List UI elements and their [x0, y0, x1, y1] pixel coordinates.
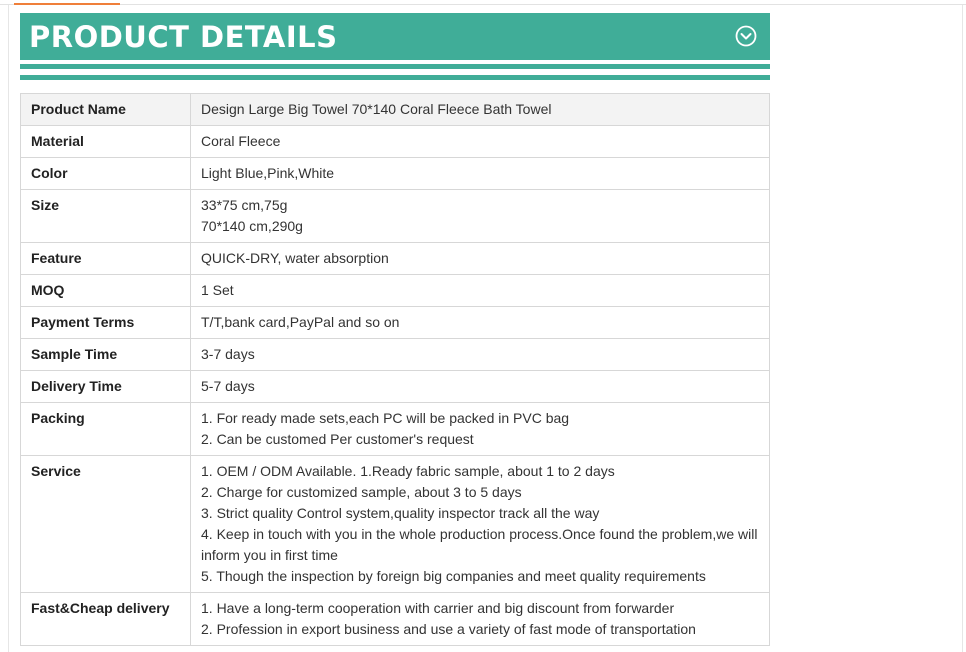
- table-row: [21, 403, 770, 456]
- detail-value-line: 5-7 days: [201, 378, 255, 394]
- detail-label: Payment Terms: [21, 307, 191, 339]
- detail-value: [191, 126, 770, 158]
- detail-value-line: 2. Profession in export business and use a variety of fast mode of transportation: [201, 621, 696, 637]
- detail-value: [191, 339, 770, 371]
- detail-value-line: 2. Can be customed Per customer's request: [201, 431, 474, 447]
- table-row: [21, 243, 770, 275]
- detail-label: Feature: [21, 243, 191, 275]
- detail-value: [191, 593, 770, 646]
- detail-value: [191, 456, 770, 593]
- detail-label: MOQ: [21, 275, 191, 307]
- detail-value-line: 33*75 cm,75g: [201, 197, 288, 213]
- right-border: [962, 5, 963, 652]
- detail-value-line: 3. Strict quality Control system,quality inspector track all the way: [201, 505, 600, 521]
- active-tab-indicator: [14, 3, 120, 5]
- header-stripe: [20, 64, 770, 69]
- section-title: PRODUCT DETAILS: [29, 20, 338, 54]
- detail-label: Color: [21, 158, 191, 190]
- detail-value: [191, 190, 770, 243]
- table-row: [21, 339, 770, 371]
- detail-value: [191, 158, 770, 190]
- detail-label: Fast&Cheap delivery: [21, 593, 191, 646]
- product-details-header: [20, 13, 770, 60]
- detail-value-line: 3-7 days: [201, 346, 255, 362]
- detail-value: [191, 275, 770, 307]
- detail-value-line: Coral Fleece: [201, 133, 281, 149]
- detail-label: Packing: [21, 403, 191, 456]
- table-row: [21, 275, 770, 307]
- left-border: [8, 5, 9, 652]
- top-divider: [0, 4, 966, 5]
- detail-value: [191, 371, 770, 403]
- detail-value-line: 5. Though the inspection by foreign big companies and meet quality requirements: [201, 568, 706, 584]
- table-row: [21, 94, 770, 126]
- detail-label: Service: [21, 456, 191, 593]
- detail-value-line: 4. Keep in touch with you in the whole production process.Once found the problem,we will inform you in first time: [201, 526, 758, 563]
- detail-value-line: 2. Charge for customized sample, about 3 to 5 days: [201, 484, 522, 500]
- detail-value-line: 1. Have a long-term cooperation with carrier and big discount from forwarder: [201, 600, 675, 616]
- table-row: [21, 593, 770, 646]
- detail-value-line: QUICK-DRY, water absorption: [201, 250, 389, 266]
- table-row: [21, 190, 770, 243]
- detail-label: Sample Time: [21, 339, 191, 371]
- detail-value-line: 1. OEM / ODM Available. 1.Ready fabric sample, about 1 to 2 days: [201, 463, 615, 479]
- detail-value: [191, 403, 770, 456]
- table-row: [21, 307, 770, 339]
- detail-value-line: 70*140 cm,290g: [201, 218, 303, 234]
- detail-label: Delivery Time: [21, 371, 191, 403]
- table-row: [21, 126, 770, 158]
- detail-value-line: 1 Set: [201, 282, 234, 298]
- chevron-down-circle-icon[interactable]: [735, 25, 757, 47]
- detail-value: [191, 243, 770, 275]
- detail-value-line: Light Blue,Pink,White: [201, 165, 335, 181]
- table-row: [21, 158, 770, 190]
- detail-label: Size: [21, 190, 191, 243]
- product-details-table: [20, 93, 770, 646]
- detail-value-line: Design Large Big Towel 70*140 Coral Fleece Bath Towel: [201, 101, 552, 117]
- detail-label: Product Name: [21, 94, 191, 126]
- detail-label: Material: [21, 126, 191, 158]
- table-row: [21, 371, 770, 403]
- header-stripe: [20, 75, 770, 80]
- detail-value-line: 1. For ready made sets,each PC will be packed in PVC bag: [201, 410, 570, 426]
- table-row: [21, 456, 770, 593]
- detail-value-line: T/T,bank card,PayPal and so on: [201, 314, 400, 330]
- detail-value: [191, 307, 770, 339]
- detail-value: [191, 94, 770, 126]
